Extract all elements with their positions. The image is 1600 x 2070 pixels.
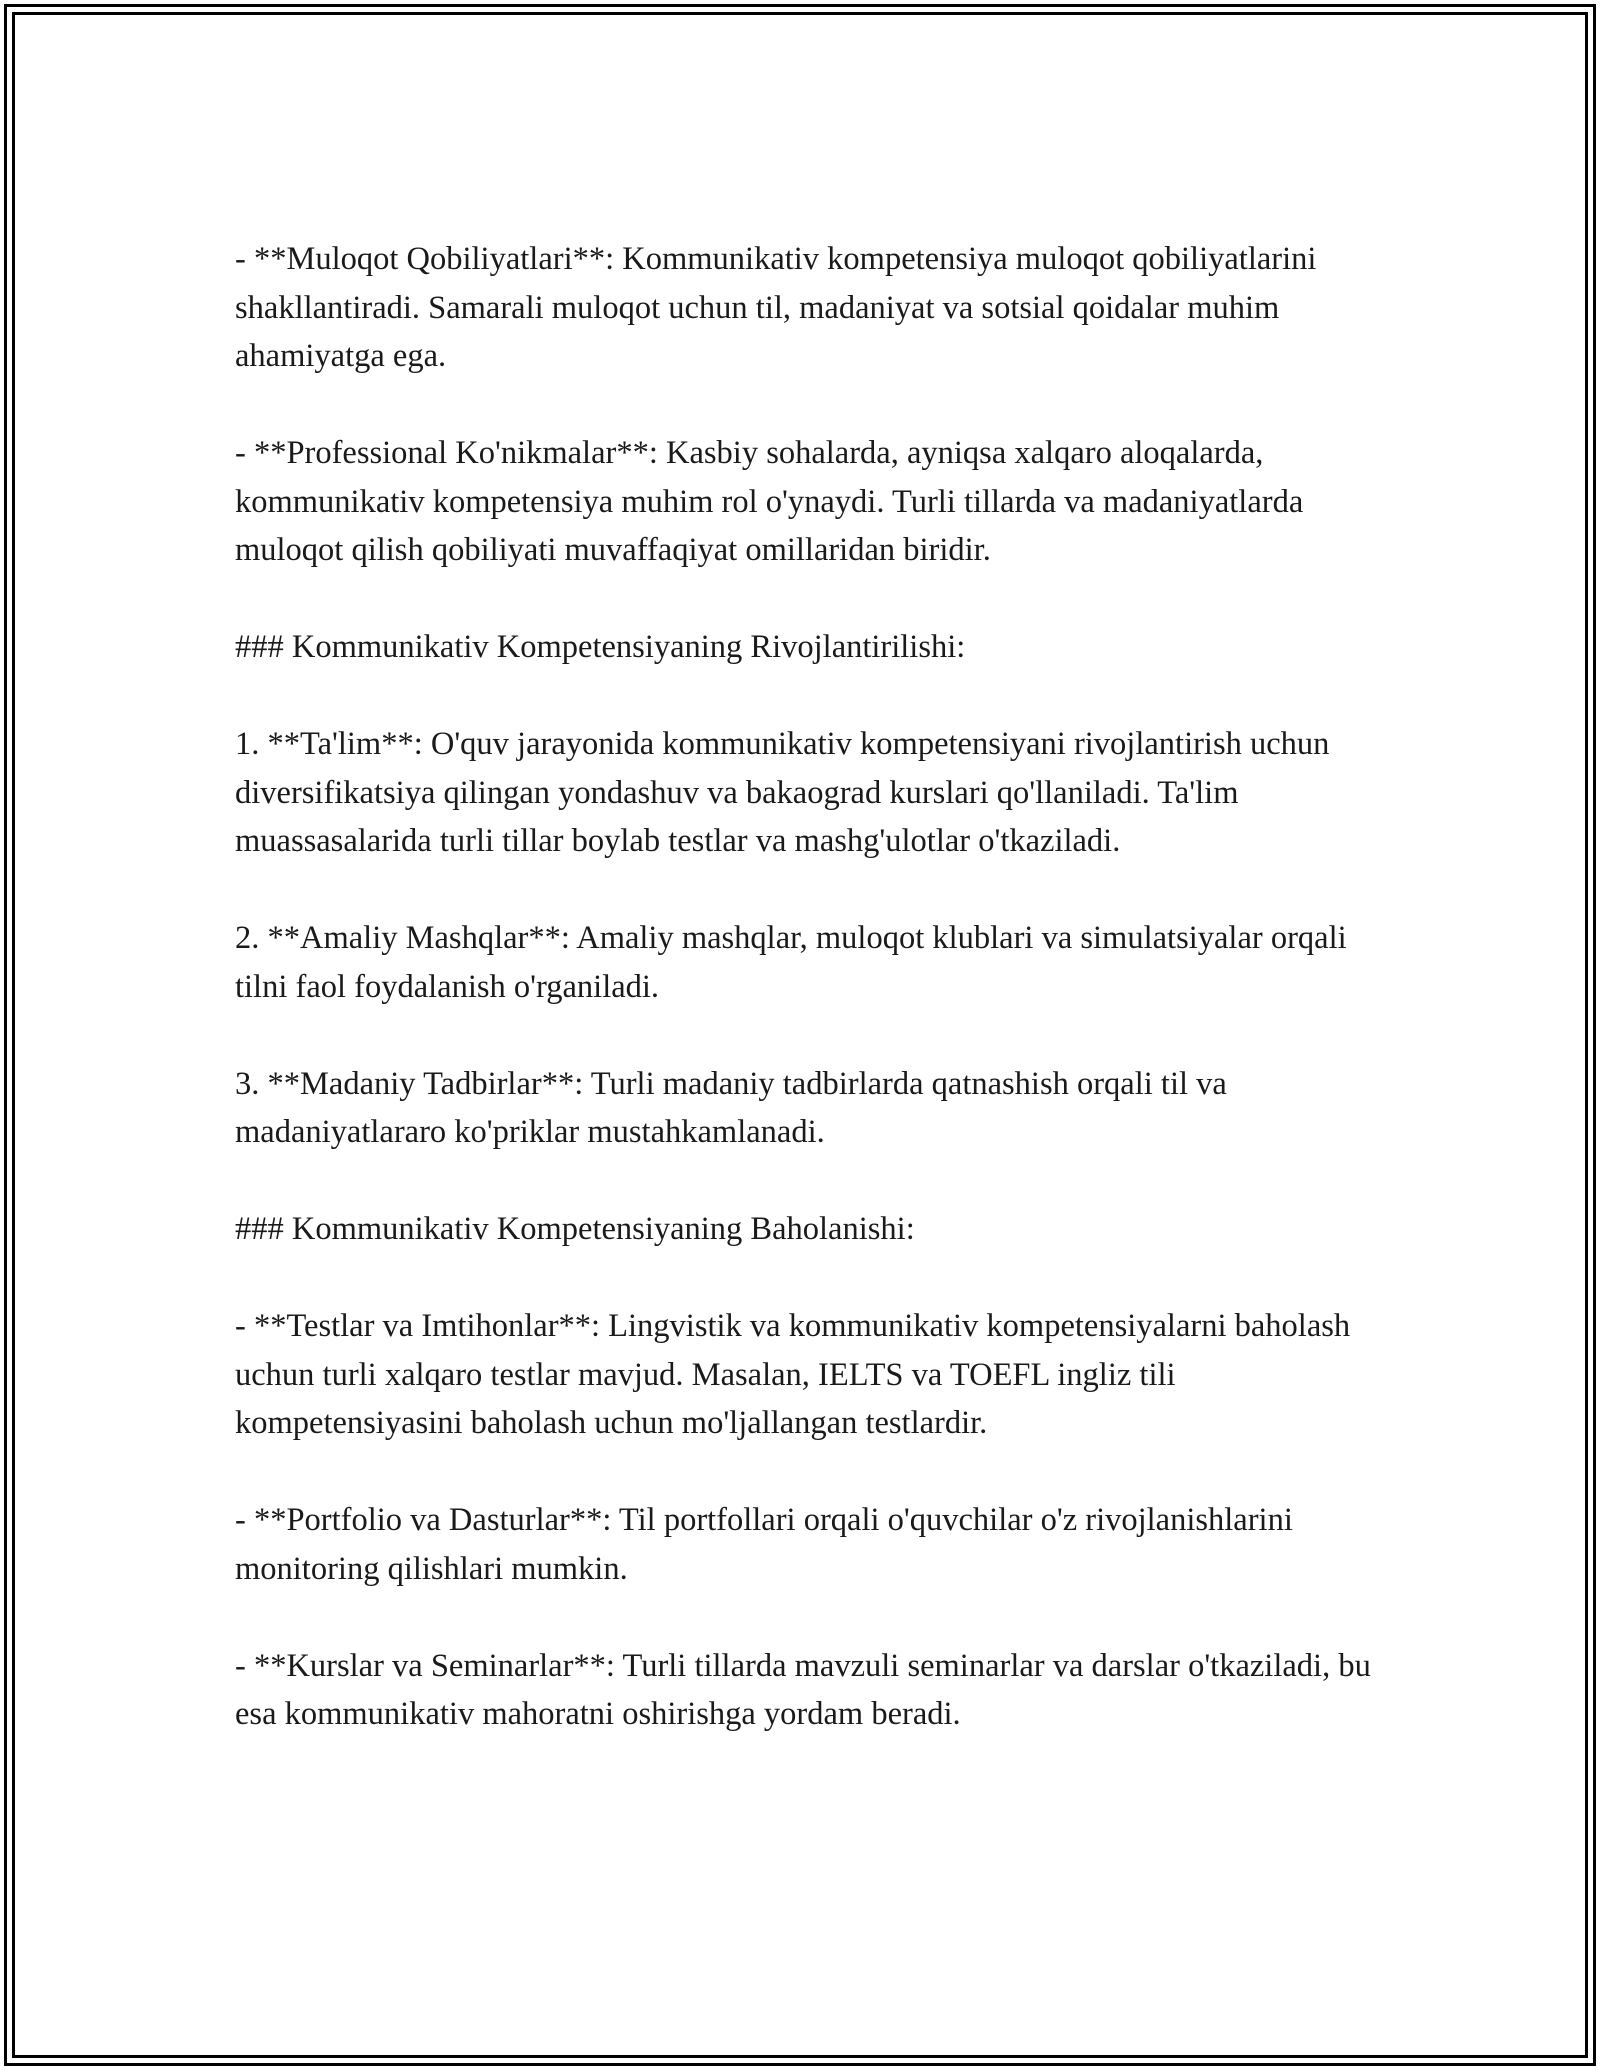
- list-item-madaniy-tadbirlar: 3. **Madaniy Tadbirlar**: Turli madaniy tadbirlarda qatnashish orqali til va madaniyatlararo ko'priklar mustahkamlanadi.: [235, 1065, 1227, 1150]
- document-body: [235, 235, 1385, 1739]
- heading-rivojlantirilishi: ### Kommunikativ Kompetensiyaning Rivojlantirilishi:: [235, 629, 966, 665]
- paragraph-muloqot-qobiliyatlari: - **Muloqot Qobiliyatlari**: Kommunikativ kompetensiya muloqot qobiliyatlarini shakllantiradi. Samarali muloqot uchun til, madaniyat va sotsial qoidalar muhim ahamiyatga ega.: [235, 241, 1317, 374]
- heading-baholanishi: ### Kommunikativ Kompetensiyaning Baholanishi:: [235, 1211, 915, 1247]
- paragraph-testlar-va-imtihonlar: - **Testlar va Imtihonlar**: Lingvistik va kommunikativ kompetensiyalarni baholash uchun turli xalqaro testlar mavjud. Masalan, IELTS va TOEFL ingliz tili kompetensiyasini baholash uchun mo'ljallangan testlardir.: [235, 1308, 1351, 1441]
- paragraph-kurslar-va-seminarlar: - **Kurslar va Seminarlar**: Turli tillarda mavzuli seminarlar va darslar o'tkaziladi, bu esa kommunikativ mahoratni oshirishga yordam beradi.: [235, 1647, 1371, 1732]
- list-item-talim: 1. **Ta'lim**: O'quv jarayonida kommunikativ kompetensiyani rivojlantirish uchun diversifikatsiya qilingan yondashuv va bakaograd kurslari qo'llaniladi. Ta'lim muassasalarida turli tillar boylab testlar va mashg'ulotlar o'tkaziladi.: [235, 726, 1330, 859]
- paragraph-portfolio-va-dasturlar: - **Portfolio va Dasturlar**: Til portfollari orqali o'quvchilar o'z rivojlanishlarini monitoring qilishlari mumkin.: [235, 1502, 1293, 1587]
- paragraph-professional-konikmalar: - **Professional Ko'nikmalar**: Kasbiy sohalarda, ayniqsa xalqaro aloqalarda, kommunikativ kompetensiya muhim rol o'ynaydi. Turli tillarda va madaniyatlarda muloqot qilish qobiliyati muvaffaqiyat omillaridan biridir.: [235, 435, 1304, 568]
- list-item-amaliy-mashqlar: 2. **Amaliy Mashqlar**: Amaliy mashqlar, muloqot klublari va simulatsiyalar orqali tilni faol foydalanish o'rganiladi.: [235, 920, 1347, 1005]
